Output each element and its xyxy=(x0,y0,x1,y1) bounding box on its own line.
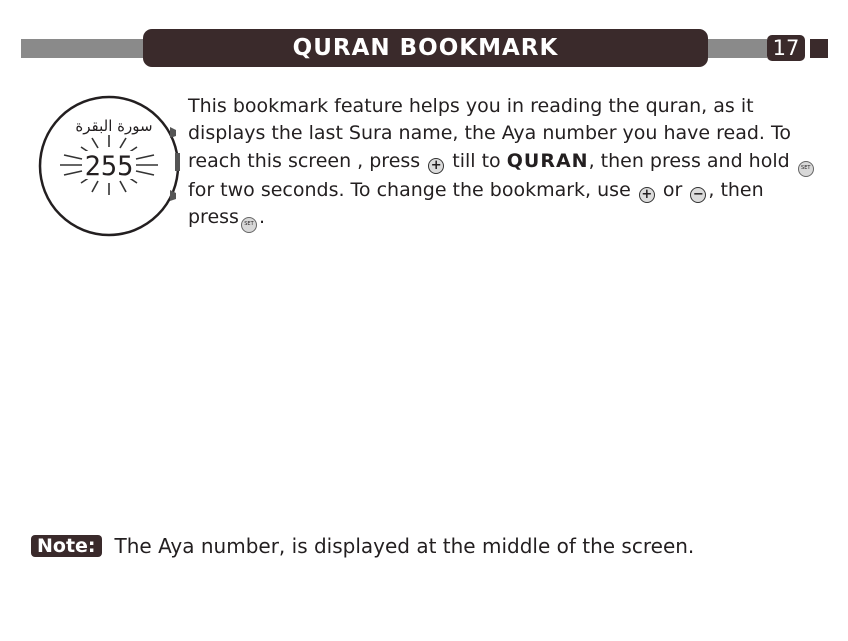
description-part: . xyxy=(258,205,265,228)
description-part: , then press xyxy=(188,178,764,228)
plus-button-icon: + xyxy=(428,158,444,174)
page-number-box xyxy=(767,35,805,61)
watch-button-bottom xyxy=(170,190,176,201)
header-banner xyxy=(143,29,708,67)
watch-button-top xyxy=(170,127,176,138)
description-text xyxy=(188,93,818,233)
quran-keyword: QURAN xyxy=(506,149,589,172)
description-part: This bookmark feature helps you in reading the quran, as it displays the last Sura name, the Aya number you have read. To reach this screen , press xyxy=(188,95,792,172)
aya-number: 255 xyxy=(84,151,134,182)
header-end-square xyxy=(810,39,828,58)
note-text: The Aya number, is displayed at the middle of the screen. xyxy=(114,534,695,558)
page-title: QURAN BOOKMARK xyxy=(292,35,559,61)
note-label: Note: xyxy=(31,535,102,557)
description-part: for two seconds. To change the bookmark, use xyxy=(188,178,631,201)
page-number: 17 xyxy=(772,36,800,60)
description-part: till to xyxy=(452,149,501,172)
description-part: , then press and hold xyxy=(588,149,790,172)
note xyxy=(31,532,694,560)
watch-button-middle xyxy=(175,153,180,171)
set-button-icon: SET xyxy=(241,217,257,233)
minus-button-icon: − xyxy=(690,187,706,203)
watch-illustration xyxy=(34,95,184,237)
description-part: or xyxy=(662,178,683,201)
header-bar-left xyxy=(21,39,151,58)
sura-name: سورة البقرة xyxy=(75,117,153,135)
plus-button-icon: + xyxy=(639,187,655,203)
header-bar-right xyxy=(705,39,767,58)
set-button-icon: SET xyxy=(798,161,814,177)
